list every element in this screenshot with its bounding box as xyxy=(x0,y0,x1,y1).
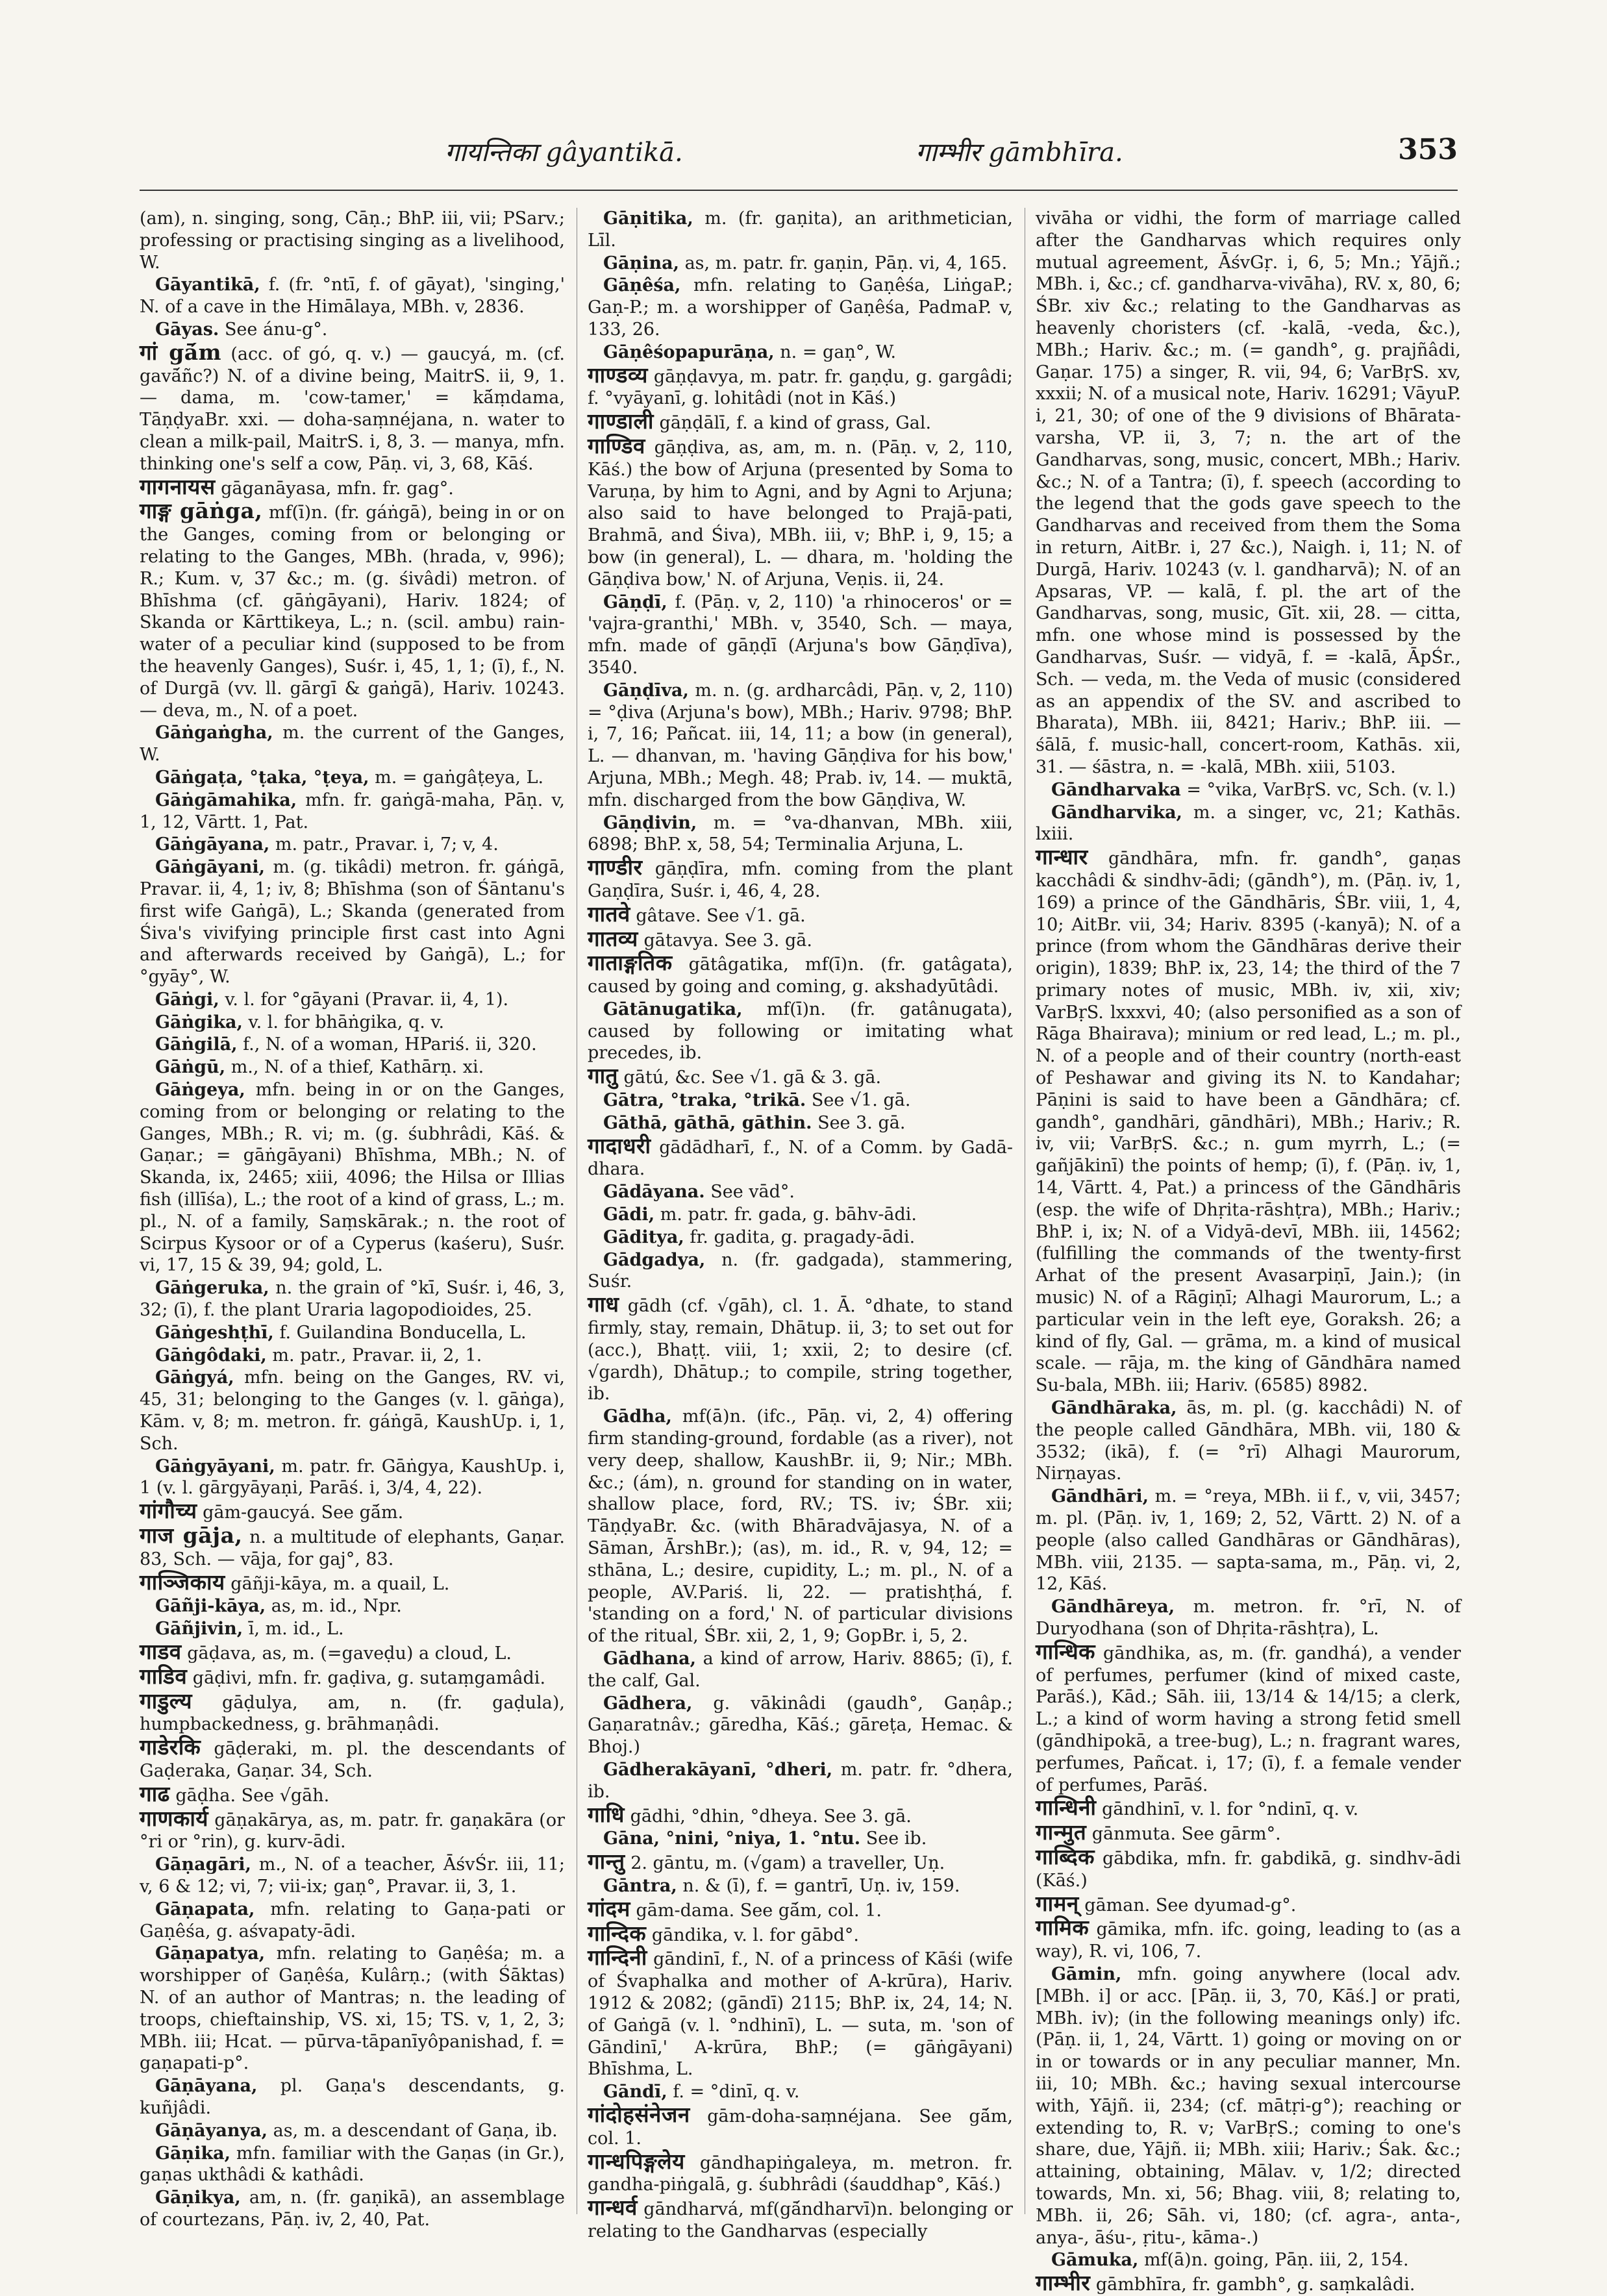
dictionary-entry xyxy=(140,500,565,721)
entry-headword: गान्दिनी xyxy=(588,1945,647,1971)
dictionary-entry xyxy=(588,1090,1013,1112)
dictionary-entry xyxy=(588,1181,1013,1203)
entry-definition: as, m. id., Npr. xyxy=(271,1596,402,1617)
entry-headword: Gāṇina, xyxy=(603,253,679,273)
entry-headword: Gāṅgyá, xyxy=(155,1367,234,1388)
dictionary-entry xyxy=(140,1277,565,1321)
dictionary-entry xyxy=(140,1618,565,1640)
entry-headword: Gātra, °traka, °trikā. xyxy=(603,1090,806,1111)
dictionary-entry xyxy=(140,319,565,341)
entry-definition: n. the grain of °kī, Suśr. i, 46, 3, 32; (ī), f. the plant Uraria lagopodioides, 25. xyxy=(140,1278,565,1321)
entry-definition: m. patr., Pravar. ii, 2, 1. xyxy=(272,1345,482,1366)
dictionary-entry xyxy=(1036,846,1461,1397)
dictionary-entry xyxy=(588,999,1013,1064)
entry-headword: Gāṇêśopapurāṇa, xyxy=(603,342,775,362)
entry-headword: Gāṇḍīva, xyxy=(603,680,689,701)
entry-definition: gāndhāra, mfn. fr. gandh°, gaṇas kacchâdi & sindhv-ādi; (gāndh°), m. (Pāṇ. iv, 1, 169) a prince of the Gāndhāris, ŚBr. viii, 1, 4, 10; AitBr. vii, 34; Hariv. 8395 (-kanyā); N. of a prince (from whom the Gāndhāras derive their origin), 1839; BhP. ix, 23, 14; the third of the 7 primary notes of music, MBh. iv, xii, xiv; VarBṛS. lxxxvi, 40; (also personified as a son of Rāga Bhairava); minium or red lead, L.; m. pl., N. of a people and of their country (north-east of Peshawar and giving its N. to Kandahar; Pāṇini is said to have been a Gāndhāra; cf. gandh°, gandhāri, gāndhāri), MBh.; Hariv.; R. iv, vii; VarBṛS. &c.; n. gum myrrh, L.; (= gañjākinī) the points of hemp; (ī), f. (Pāṇ. iv, 1, 14, Vārtt. 4, Pat.) a princess of the Gāndhāris (esp. the wife of Dhṛita-rāshṭra), MBh.; Hariv.; BhP. i, ix; N. of a Vidyā-devī, MBh. iii, 14562; (fulfilling the commands of the twenty-first Arhat of the present Avasarpiṇī, Jain.); (in music) N. of a Rāgiṇī; Alhagi Maurorum, L.; a particular vein in the left eye, Goraksh. 26; a kind of fly, Gal. — grāma, m. a kind of musical scale. — rāja, m. the king of Gāndhāra named Su-bala, MBh. iii; Hariv. (6585) 8982. xyxy=(1036,849,1461,1396)
entry-definition: g. vākinâdi (gaudh°, Gaṇâp.; Gaṇaratnâv.; gāredha, Kāś.; gāreṭa, Hemac. & Bhoj.) xyxy=(588,1693,1013,1758)
dictionary-entry xyxy=(588,1875,1013,1897)
entry-headword: गाण्डाली xyxy=(588,408,654,434)
entry-headword: Gāṅgeya, xyxy=(155,1080,245,1101)
entry-definition: m. patr. fr. gada, g. bāhv-ādi. xyxy=(660,1204,917,1225)
dictionary-entry xyxy=(588,1132,1013,1181)
entry-definition: See √1. gā. xyxy=(811,1090,911,1111)
entry-definition: gāḍeraki, m. pl. the descendants of Gaḍeraka, Gaṇar. 34, Sch. xyxy=(140,1739,565,1781)
entry-headword: गातवे xyxy=(588,901,630,927)
dictionary-entry xyxy=(588,1204,1013,1226)
entry-definition: mfn. being in or on the Ganges, coming from or belonging or relating to the Ganges, MBh.; R. vi; m. (g. śubhrâdi, Kāś. & Gaṇar.; = gāṅgāyani) Bhīshma, MBh.; N. of Skanda, ix, 2465; xiii, 4096; the Hilsa or Illias fish (illīśa), L.; the root of a kind of grass, L.; m. pl., N. of a family, Saṃskārak.; n. the root of Scirpus Kysoor or of a Cyperus (kaśeru), Suśr. vi, 17, 15 & 39, 94; gold, L. xyxy=(140,1080,565,1276)
entry-definition: v. l. for bhāṅgika, q. v. xyxy=(248,1012,445,1032)
entry-definition: m. (g. tikâdi) metron. fr. gáṅgā, Pravar. ii, 4, 1; iv, 8; Bhīshma (son of Śāntanu's first wife Gaṅgā), L.; Skanda (generated from Śiva's vivifying principle first cast into Agni and afterwards received by Gaṅgā), L.; for °gyāy°, W. xyxy=(140,857,565,988)
entry-definition: mf(ā)n. going, Pāṇ. iii, 2, 154. xyxy=(1143,2250,1409,2271)
entry-headword: Gāṇika, xyxy=(155,2143,231,2164)
entry-definition: n. & (ī), f. = gantrī, Uṇ. iv, 159. xyxy=(682,1875,960,1896)
entry-headword: Gādi, xyxy=(603,1204,655,1225)
entry-headword: Gāṇḍī, xyxy=(603,592,667,612)
entry-headword: गाध xyxy=(588,1292,619,1317)
dictionary-entry xyxy=(1036,802,1461,846)
entry-headword: Gāṇāyana, xyxy=(155,2076,258,2097)
dictionary-entry xyxy=(588,1065,1013,1089)
entry-headword: Gātānugatika, xyxy=(603,999,743,1019)
entry-definition: ī, m. id., L. xyxy=(248,1619,344,1640)
entry-definition: f. (Pāṇ. v, 2, 110) 'a rhinoceros' or = 'vajra-granthi,' MBh. v, 3540, Sch. — maya, mfn. made of gāṇḍī (Arjuna's bow Gāṇḍīva), 3540. xyxy=(588,592,1013,678)
entry-definition: gābdika, mfn. fr. gabdikā, g. sindhv-ādi (Kāś.) xyxy=(1036,1848,1461,1891)
dictionary-entry xyxy=(588,208,1013,252)
dictionary-entry xyxy=(140,1736,565,1782)
entry-headword: Gāyas. xyxy=(155,319,219,340)
entry-definition: m. = °va-dhanvan, MBh. xiii, 6898; BhP. x, 58, 54; Terminalia Arjuna, L. xyxy=(588,812,1013,855)
entry-headword: गान्धिनी xyxy=(1036,1795,1097,1821)
dictionary-entry xyxy=(140,1034,565,1056)
entry-headword: Gāṇāyanya, xyxy=(155,2120,268,2141)
entry-definition: gātavya. See 3. gā. xyxy=(643,930,812,951)
entry-definition: gāndhika, as, m. (fr. gandhá), a vender of perfumes, perfumer (kind of mixed caste, Parāś.), Kād.; Sāh. iii, 13/14 & 14/15; a clerk, L.; a kind of worm having a strong fetid smell (gāndhipokā, a tree-bug), L.; n. fragrant wares, perfumes, Pañcat. i, 17; (ī), f. a female vender of perfumes, Parāś. xyxy=(1036,1643,1461,1795)
entry-headword: Gādāyana. xyxy=(603,1182,705,1203)
column-1 xyxy=(140,208,565,2230)
dictionary-entry xyxy=(588,680,1013,812)
entry-headword: गागनायस xyxy=(140,473,216,499)
dictionary-entry xyxy=(140,339,565,475)
dictionary-entry xyxy=(588,812,1013,856)
dictionary-entry xyxy=(1036,1964,1461,2249)
entry-definition: gāṇakārya, as, m. patr. fr. gaṇakāra (or °ri or °rin), g. kurv-ādi. xyxy=(140,1810,565,1853)
entry-headword: गान्धार xyxy=(1036,844,1088,870)
entry-headword: Gādhera, xyxy=(603,1693,693,1714)
entry-headword: गांगौच्य xyxy=(140,1498,197,1524)
dictionary-entry xyxy=(140,2075,565,2119)
entry-headword: Gāṅgika, xyxy=(155,1012,243,1032)
dictionary-entry xyxy=(1036,1486,1461,1595)
entry-definition: mfn. being on the Ganges, RV. vi, 45, 31; belonging to the Ganges (v. l. gāṅga), Kām. v, 8; m. metron. fr. gáṅgā, KaushUp. i, 1, Sch. xyxy=(140,1367,565,1454)
entry-headword: गाडिव xyxy=(140,1663,188,1689)
entry-headword: गाढ xyxy=(140,1780,170,1806)
entry-definition: m., N. of a teacher, ĀśvŚr. iii, 11; v, 6 & 12; vi, 7; vii-ix; gaṇ°, Pravar. ii, 3, 1. xyxy=(140,1854,565,1897)
entry-headword: गातु xyxy=(588,1063,618,1089)
dictionary-entry xyxy=(140,767,565,789)
entry-headword: गाडव xyxy=(140,1639,182,1664)
entry-definition: gāndinī, f., N. of a princess of Kāśi (wife of Śvaphalka and mother of A-krūra), Hariv. 1912 & 2082; (gāndī) 2115; BhP. ix, 24, 14; N. of Gaṅgā (v. l. °ndhinī), L. — suta, m. 'son of Gāndinī,' A-krūra, BhP.; (= gāṅgāyani) Bhīshma, L. xyxy=(588,1949,1013,2080)
entry-definition: v. l. for °gāyani (Pravar. ii, 4, 1). xyxy=(225,989,509,1010)
entry-headword: Gāndhāri, xyxy=(1051,1486,1149,1507)
dictionary-entry xyxy=(140,1322,565,1344)
dictionary-entry xyxy=(588,2081,1013,2103)
entry-headword: गाण्डीर xyxy=(588,855,643,880)
header-rule xyxy=(140,190,1458,191)
entry-definition: gāndhinī, v. l. for °ndinī, q. v. xyxy=(1102,1799,1359,1820)
entry-definition: gāmbhīra, fr. gambh°, g. saṃkalâdi. xyxy=(1095,2275,1415,2295)
dictionary-entry xyxy=(588,2197,1013,2243)
dictionary-entry xyxy=(588,1249,1013,1293)
entry-headword: Gāthā, gāthā, gāthin. xyxy=(603,1112,812,1133)
column-3 xyxy=(1036,208,1461,2296)
entry-definition: gâtave. See √1. gā. xyxy=(636,905,806,926)
entry-headword: गाणकार्य xyxy=(140,1805,209,1831)
dictionary-entry xyxy=(588,856,1013,903)
entry-headword: Gāndharvika, xyxy=(1051,802,1182,823)
entry-headword: Gāmin, xyxy=(1051,1964,1122,1984)
entry-headword: Gāṇêśa, xyxy=(603,275,681,296)
entry-definition: ās, m. pl. (g. kacchâdi) N. of the people called Gāndhāra, MBh. vii, 180 & 3532; (ikā), f. (= °rī) Alhagi Maurorum, Nirṇayas. xyxy=(1036,1398,1461,1484)
dictionary-entry xyxy=(140,1690,565,1736)
dictionary-entry xyxy=(588,410,1013,434)
dictionary-entry xyxy=(588,275,1013,340)
entry-definition: gāṇḍālī, f. a kind of grass, Gal. xyxy=(659,413,932,434)
dictionary-entry xyxy=(140,989,565,1011)
entry-definition: gādādharī, f., N. of a Comm. by Gadā-dhara. xyxy=(588,1137,1013,1180)
dictionary-entry xyxy=(140,1571,565,1595)
entry-headword: Gāyantikā, xyxy=(155,275,260,295)
dictionary-entry xyxy=(1036,1890,1461,1917)
entry-definition: gām-dama. See gā́m, col. 1. xyxy=(636,1900,882,1921)
entry-headword: गांदम xyxy=(588,1895,630,1921)
dictionary-entry xyxy=(1036,1596,1461,1640)
entry-definition: vivāha or vidhi, the form of marriage called after the Gandharvas which requires only mutual agreement, ĀśvGṛ. i, 6, 5; Mn.; Yājñ.; MBh. i, &c.; cf. gandharva-vivāha), RV. x, 80, 6; ŚBr. xiv &c.; relating to the Gandharvas as heavenly choristers (cf. -kalā, -veda, &c.), MBh.; Hariv. &c.; m. (= gandh°, g. prajñâdi, Gaṇar. 175) a singer, R. vii, 94, 6; VarBṛS. xv, xxxii; N. of a musical note, Hariv. 16291; VāyuP. i, 21, 30; of one of the 9 divisions of Bhārata-varsha, VP. ii, 3, 7; n. the art of the Gandharvas, song, music, concert, MBh.; Hariv. &c.; N. of a Tantra; (ī), f. speech (according to the legend that the gods gave speech to the Gandharvas and received from them the Soma in return, AitBr. i, 27 &c.), Naigh. i, 11; N. of Durgā, Hariv. 10243 (v. l. gandharvā); N. of an Apsaras, VP. — kalā, f. pl. the art of the Gandharvas, song, music, Gīt. xii, 28. — citta, mfn. one whose mind is possessed by the Gandharvas, Suśr. — vidyā, f. = -kalā, ĀpŚr., Sch. — veda, m. the Veda of music (considered as an appendix of the SV. and ascribed to Bharata), MBh. iii, 8421; Hariv.; BhP. iii. — śālā, f. music-hall, concert-room, Kathās. xii, 31. — śāstra, n. = -kalā, MBh. xiii, 5103. xyxy=(1036,208,1461,777)
entry-definition: gānmuta. See gārm°. xyxy=(1091,1824,1281,1845)
dictionary-entry xyxy=(140,1805,565,1854)
entry-definition: gāḍava, as, m. (=gaveḍu) a cloud, L. xyxy=(187,1643,512,1664)
entry-headword: गान्धर्व xyxy=(588,2195,638,2221)
entry-definition: See ánu-g°. xyxy=(224,319,328,340)
entry-definition: gātú, &c. See √1. gā & 3. gā. xyxy=(623,1067,882,1088)
entry-definition: m. patr. fr. °dhera, ib. xyxy=(588,1759,1013,1802)
entry-headword: Gāṅgū, xyxy=(155,1057,226,1078)
entry-headword: Gāṅgāyani, xyxy=(155,857,266,878)
entry-headword: Gāṅgeruka, xyxy=(155,1278,269,1299)
entry-definition: m. patr., Pravar. i, 7; v, 4. xyxy=(275,834,499,855)
dictionary-entry xyxy=(140,1641,565,1665)
entry-definition: (am), n. singing, song, Cāṇ.; BhP. iii, vii; PSarv.; professing or practising singing as a livelihood, W. xyxy=(140,208,565,273)
dictionary-entry xyxy=(588,1406,1013,1647)
entry-definition: gāḍivi, mfn. fr. gaḍiva, g. sutaṃgamâdi. xyxy=(192,1667,546,1688)
entry-definition: gātâgatika, mf(ī)n. (fr. gatâgata), caused by going and coming, g. akshadyūtâdi. xyxy=(588,955,1013,997)
entry-headword: गान्धिक xyxy=(1036,1638,1095,1664)
entry-definition: gāñji-kāya, m. a quail, L. xyxy=(230,1573,450,1594)
entry-definition: mfn. relating to Gaṇêśa; m. a worshipper of Gaṇêśa, Kulârṇ.; (with Śāktas) N. of an author of Mantras; n. the leading of troops, chieftainship, VS. xi, 15; TS. v, 1, 2, 3; MBh. iii; Hcat. — pūrva-tāpanīyôpanishad, f. = gaṇapati-p°. xyxy=(140,1943,565,2074)
entry-definition: fr. gadita, g. pragady-ādi. xyxy=(690,1227,916,1247)
entry-headword: गाब्दिक xyxy=(1036,1843,1095,1869)
entry-definition: pl. Gaṇa's descendants, g. kuñjâdi. xyxy=(140,2076,565,2118)
entry-definition: m. (fr. gaṇita), an arithmetician, Līl. xyxy=(588,208,1013,251)
dictionary-entry xyxy=(588,592,1013,679)
dictionary-entry xyxy=(1036,208,1461,779)
entry-definition: gām-gaucyá. See gā́m. xyxy=(203,1503,404,1523)
entry-headword: Gāndharvaka xyxy=(1051,779,1181,800)
dictionary-entry xyxy=(588,364,1013,410)
entry-definition: mfn. going anywhere (local adv. [MBh. i] or acc. [Pāṇ. ii, 3, 70, Kāś.] or prati, MBh. iv); (in the following meanings only) ifc. (Pāṇ. ii, 1, 24, Vārtt. 1) going or moving on or in or towards or in any peculiar manner, Mn. iii, 10; MBh. &c.; having sexual intercourse with, Yājñ. ii, 234; (cf. mātṛi-g°); reaching or extending to, R. v; VarBṛS.; coming to one's share, due, Yājñ. ii; MBh. xiii; Hariv.; Śak. &c.; attaining, obtaining, Mālav. v, 1/2; directed towards, Mn. xi, 56; Bhag. viii, 8; relating to, MBh. ii, 26; Sāh. vi, 180; (cf. agra-, anta-, anya-, āśu-, ṛitu-, kāma-.) xyxy=(1036,1964,1461,2248)
dictionary-entry xyxy=(140,1525,565,1571)
dictionary-entry xyxy=(588,1947,1013,2080)
entry-definition: gāḍha. See √gāh. xyxy=(175,1785,330,1806)
entry-headword: गातव्य xyxy=(588,925,638,951)
dictionary-entry xyxy=(588,1112,1013,1134)
entry-headword: Gāṇapata, xyxy=(155,1899,255,1919)
entry-definition: mfn. relating to Gaṇêśa, LiṅgaP.; Gaṇ-P.; m. a worshipper of Gaṇêśa, PadmaP. v, 133, 26. xyxy=(588,275,1013,340)
entry-headword: Gāndhāraka, xyxy=(1051,1398,1177,1419)
entry-headword: गामिक xyxy=(1036,1915,1090,1941)
dictionary-entry xyxy=(140,1367,565,1454)
entry-definition: gādh (cf. √gāh), cl. 1. Ā. °dhate, to stand firmly, stay, remain, Dhātup. ii, 3; to set out for (acc.), Bhaṭṭ. viii, 1; xxii, 2; to desire (cf. √gardh), Dhātup.; to compile, string together, ib. xyxy=(588,1296,1013,1404)
entry-headword: Gāmuka, xyxy=(1051,2250,1139,2271)
entry-definition: n. = gaṇ°, W. xyxy=(780,342,897,362)
entry-headword: गाडुल्य xyxy=(140,1688,193,1714)
entry-definition: f. (fr. °ntī, f. of gāyat), 'singing,' N. of a cave in the Himālaya, MBh. v, 2836. xyxy=(140,275,565,318)
entry-headword: गान्धपिङ्गलेय xyxy=(588,2148,685,2174)
dictionary-entry xyxy=(588,1801,1013,1828)
entry-headword: Gāṅgi, xyxy=(155,989,219,1010)
entry-definition: n. (fr. gadgada), stammering, Suśr. xyxy=(588,1249,1013,1292)
dictionary-entry xyxy=(588,903,1013,927)
dictionary-entry xyxy=(140,1456,565,1500)
entry-headword: Gāṅgilā, xyxy=(155,1034,238,1055)
dictionary-entry xyxy=(588,342,1013,364)
entry-definition: mfn. familiar with the Gaṇas (in Gr.), gaṇas ukthâdi & kathâdi. xyxy=(140,2143,565,2186)
entry-definition: as, m. a descendant of Gaṇa, ib. xyxy=(273,2120,558,2141)
dictionary-entry xyxy=(140,722,565,766)
entry-definition: am, n. (fr. gaṇikā), an assemblage of courtezans, Pāṇ. iv, 2, 40, Pat. xyxy=(140,2188,565,2230)
entry-definition: gāndhapiṅgaleya, m. metron. fr. gandha-piṅgalā, g. śubhrâdi (śauddhap°, Kāś.) xyxy=(588,2152,1013,2195)
entry-headword: गाडेरकि xyxy=(140,1734,201,1760)
entry-definition: gādhi, °dhin, °dheya. See 3. gā. xyxy=(630,1806,912,1827)
entry-definition: f. Guilandina Bonducella, L. xyxy=(279,1322,527,1343)
entry-headword: Gāditya, xyxy=(603,1227,684,1247)
dictionary-entry xyxy=(588,1293,1013,1405)
entry-headword: Gāṇitika, xyxy=(603,208,693,229)
dictionary-entry xyxy=(588,1648,1013,1692)
entry-headword: गादाधरी xyxy=(588,1132,651,1158)
dictionary-entry xyxy=(588,253,1013,275)
entry-headword: गान्तु xyxy=(588,1849,625,1875)
column-2 xyxy=(588,208,1013,2241)
dictionary-entry xyxy=(588,1828,1013,1850)
entry-headword: Gādha, xyxy=(603,1406,672,1427)
entry-definition: f., N. of a woman, HPariś. ii, 320. xyxy=(243,1034,537,1055)
entry-definition: See ib. xyxy=(866,1828,927,1849)
running-head-center: गाम्भीर gāmbhīra. xyxy=(916,138,1123,168)
dictionary-entry xyxy=(1036,1397,1461,1485)
entry-headword: Gāṇapatya, xyxy=(155,1943,266,1964)
entry-definition: n. a multitude of elephants, Gaṇar. 83, Sch. — vāja, for gaj°, 83. xyxy=(140,1527,565,1569)
entry-definition: f. = °dinī, q. v. xyxy=(673,2082,800,2103)
entry-definition: m. metron. fr. °rī, N. of Duryodhana (son of Dhṛita-rāshṭra), L. xyxy=(1036,1597,1461,1639)
entry-headword: गाङ्ग gāṅga, xyxy=(140,498,263,524)
entry-definition: m. patr. fr. Gāṅgya, KaushUp. i, 1 (v. l. gārgyāyaṇi, Parāś. i, 3/4, 4, 22). xyxy=(140,1456,565,1499)
entry-definition: 2. gāntu, m. (√gam) a traveller, Uṇ. xyxy=(630,1853,945,1874)
dictionary-entry xyxy=(140,1056,565,1079)
dictionary-entry xyxy=(588,2101,1013,2150)
dictionary-entry xyxy=(140,274,565,318)
dictionary-entry xyxy=(1036,1843,1461,1892)
entry-headword: गाञ्जिकाय xyxy=(140,1569,225,1595)
entry-headword: Gāntra, xyxy=(603,1875,677,1896)
dictionary-entry xyxy=(588,432,1013,591)
entry-headword: Gāñji-kāya, xyxy=(155,1596,266,1617)
dictionary-entry xyxy=(1036,2272,1461,2296)
entry-definition: gāganāyasa, mfn. fr. gag°. xyxy=(221,478,454,499)
dictionary-entry xyxy=(140,1012,565,1034)
dictionary-entry xyxy=(1036,1797,1461,1821)
entry-headword: गां gā́m xyxy=(140,339,222,365)
entry-definition: m. the current of the Ganges, W. xyxy=(140,723,565,766)
dictionary-entry xyxy=(140,1345,565,1367)
entry-definition: gām-doha-saṃnéjana. See gā́m, col. 1. xyxy=(588,2106,1013,2149)
entry-definition: mfn. relating to Gaṇa-pati or Gaṇêśa, g. aśvapaty-ādi. xyxy=(140,1899,565,1941)
dictionary-entry xyxy=(1036,2249,1461,2271)
entry-headword: Gāṅgaṭa, °ṭaka, °ṭeya, xyxy=(155,767,369,788)
entry-headword: गाण्डिव xyxy=(588,432,645,458)
dictionary-entry xyxy=(140,1595,565,1617)
dictionary-entry xyxy=(140,790,565,834)
entry-definition: mf(ī)n. (fr. gatânugata), caused by following or imitating what precedes, ib. xyxy=(588,999,1013,1064)
entry-definition: gāṇḍīra, mfn. coming from the plant Gaṇḍīra, Suśr. i, 46, 4, 28. xyxy=(588,859,1013,901)
dictionary-entry xyxy=(140,1943,565,2075)
dictionary-entry xyxy=(588,1851,1013,1875)
entry-definition: m., N. of a thief, Kathārṇ. xi. xyxy=(230,1057,484,1078)
entry-headword: गांदोहसंनेजन xyxy=(588,2101,690,2127)
entry-definition: gāṇḍavya, m. patr. fr. gaṇḍu, g. gargâdi; f. °vyāyanī, g. lohitâdi (not in Kāś.) xyxy=(588,366,1013,409)
dictionary-entry xyxy=(1036,1638,1461,1797)
dictionary-columns xyxy=(140,208,1461,2296)
entry-definition: gāndika, v. l. for gābd°. xyxy=(651,1925,859,1945)
entry-definition: gāndharvá, mf(gā́ndharvī)n. belonging or relating to the Gandharvas (especially xyxy=(588,2199,1013,2241)
dictionary-entry xyxy=(588,1227,1013,1249)
dictionary-entry xyxy=(140,1854,565,1898)
dictionary-entry xyxy=(140,1780,565,1807)
entry-definition: See 3. gā. xyxy=(817,1112,906,1133)
entry-definition: (acc. of gó, q. v.) — gaucyá, m. (cf. gavā́ñc?) N. of a divine being, MaitrS. ii, 9, 1. — dama, m. 'cow-tamer,' = kā́ṃdama, TāṇḍyaBr. xxi. — doha-saṃnéjana, n. water to clean a milk-pail, MaitrS. i, 8, 3. — manya, mfn. thinking one's self a cow, Pāṇ. vi, 3, 68, Kāś. xyxy=(140,343,565,474)
dictionary-entry xyxy=(140,856,565,988)
entry-definition: gāḍulya, am, n. (fr. gaḍula), humpbackedness, g. brāhmaṇâdi. xyxy=(140,1692,565,1735)
entry-headword: Gādhana, xyxy=(603,1649,697,1669)
entry-definition: See vād°. xyxy=(710,1182,795,1203)
running-head-left: गायन्तिका gâyantikā. xyxy=(445,138,683,168)
dictionary-entry xyxy=(140,2143,565,2187)
entry-definition: gāman. See dyumad-g°. xyxy=(1084,1895,1297,1915)
entry-headword: गाम्भीर xyxy=(1036,2270,1091,2296)
entry-headword: Gāṅgeshṭhī, xyxy=(155,1322,274,1343)
dictionary-entry xyxy=(1036,1821,1461,1845)
entry-definition: a kind of arrow, Hariv. 8865; (ī), f. the calf, Gal. xyxy=(588,1649,1013,1691)
dictionary-entry xyxy=(140,1899,565,1943)
entry-headword: गाधि xyxy=(588,1801,625,1827)
entry-headword: Gādgadya, xyxy=(603,1249,706,1270)
entry-headword: गाज gāja, xyxy=(140,1523,243,1549)
entry-headword: Gāṅgāyana, xyxy=(155,834,270,855)
entry-definition: gāmika, mfn. ifc. going, leading to (as a way), R. vi, 106, 7. xyxy=(1036,1919,1461,1962)
entry-definition: = °vika, VarBṛS. vc, Sch. (v. l.) xyxy=(1186,779,1456,800)
entry-definition: m. = gaṅgâṭeya, L. xyxy=(375,767,544,788)
entry-headword: Gāṅgāmahika, xyxy=(155,790,297,810)
dictionary-entry xyxy=(140,1500,565,1524)
entry-definition: mf(ā)n. (ifc., Pāṇ. vi, 2, 4) offering firm standing-ground, fordable (as a river), not very deep, shallow, KaushBr. ii, 9; Nir.; MBh. &c.; (ám), n. ground for standing on in water, shallow place, ford, RV.; TS. iv; ŚBr. xii; TāṇḍyaBr. &c. (with Bhāradvājasya, N. of a Sāman, ĀrshBr.); (as), m. id., R. v, 94, 12; = sthāna, L.; desire, cupidity, L.; m. pl., N. of a people, AV.Pariś. li, 22. — pratishṭhá, f. 'standing on a ford,' N. of particular divisions of the ritual, ŚBr. xii, 2, 1, 9; GopBr. i, 5, 2. xyxy=(588,1406,1013,1647)
entry-headword: गाण्डव्य xyxy=(588,362,648,388)
entry-headword: Gāna, °nini, °niya, 1. °ntu. xyxy=(603,1828,861,1849)
dictionary-entry xyxy=(140,208,565,273)
entry-headword: गान्दिक xyxy=(588,1920,647,1946)
entry-definition: mf(ī)n. (fr. gáṅgā), being in or on the Ganges, coming from or belonging or relating to the Ganges, MBh. (hrada, v, 996); R.; Kum. v, 37 &c.; m. (g. śivâdi) metron. of Bhīshma (cf. gāṅgāyani), Hariv. 1824; of Skanda or Kārttikeya, L.; n. (scil. ambu) rain-water of a peculiar kind (supposed to be from the heavenly Ganges), Suśr. i, 45, 1, 1; (ī), f., N. of Durgā (vv. ll. gārgī & gaṅgā), Hariv. 10243. — deva, m., N. of a poet. xyxy=(140,503,565,721)
entry-headword: Gādherakāyanī, °dheri, xyxy=(603,1759,833,1780)
dictionary-entry xyxy=(588,1920,1013,1947)
entry-headword: Gāṇagāri, xyxy=(155,1854,251,1875)
entry-headword: गान्मुत xyxy=(1036,1819,1087,1845)
entry-headword: Gāndī, xyxy=(603,2082,667,2103)
dictionary-entry xyxy=(588,1895,1013,1922)
dictionary-entry xyxy=(140,1079,565,1277)
dictionary-entry xyxy=(588,925,1013,952)
running-head xyxy=(140,133,1458,179)
entry-headword: गामन् xyxy=(1036,1890,1079,1916)
entry-definition: gāṇḍiva, as, am, m. n. (Pāṇ. v, 2, 110, Kāś.) the bow of Arjuna (presented by Soma to Varuṇa, by him to Agni, and by Agni to Arjuna; also said to have belonged to Prajā-pati, Brahmā, and Śiva), MBh. iii, v; BhP. i, 9, 15; a bow (in general), L. — dhara, m. 'holding the Gāṇḍiva bow,' N. of Arjuna, Veṇis. ii, 24. xyxy=(588,437,1013,590)
dictionary-entry xyxy=(140,2120,565,2142)
dictionary-entry xyxy=(588,952,1013,998)
entry-headword: Gāṇikya, xyxy=(155,2188,241,2208)
dictionary-entry xyxy=(588,1759,1013,1803)
entry-headword: Gāṅgôdaki, xyxy=(155,1345,267,1366)
entry-definition: m. n. (g. ardharcâdi, Pāṇ. v, 2, 110) = °ḍiva (Arjuna's bow), MBh.; Hariv. 9798; BhP. i, 7, 16; Pañcat. iii, 14, 11; a bow (in general), L. — dhanvan, m. 'having Gāṇḍiva for his bow,' Arjuna, MBh.; Megh. 48; Prab. iv, 14. — muktā, mfn. discharged from the bow Gāṇḍiva, W. xyxy=(588,680,1013,810)
dictionary-entry xyxy=(140,1663,565,1690)
entry-headword: Gāṇḍivin, xyxy=(603,812,697,833)
dictionary-entry xyxy=(1036,1917,1461,1963)
entry-headword: Gāndhāreya, xyxy=(1051,1597,1175,1617)
entry-headword: Gāñjivin, xyxy=(155,1619,243,1640)
entry-headword: Gāṅgyāyani, xyxy=(155,1456,275,1477)
entry-headword: Gāṅgaṅgha, xyxy=(155,723,273,743)
dictionary-entry xyxy=(1036,779,1461,801)
entry-definition: m. a singer, vc, 21; Kathās. lxiii. xyxy=(1036,802,1461,845)
entry-headword: गाताङ्गतिक xyxy=(588,950,673,976)
dictionary-entry xyxy=(140,834,565,856)
entry-definition: m. = °reya, MBh. ii f., v, vii, 3457; m. pl. (Pāṇ. iv, 1, 169; 2, 52, Vārtt. 2) N. of a people (also called Gandhāras or Gāndhāras), MBh. viii, 2135. — sapta-sama, m., Pāṇ. vi, 2, 12, Kāś. xyxy=(1036,1486,1461,1595)
dictionary-entry xyxy=(140,473,565,500)
page-number: 353 xyxy=(1398,133,1458,166)
entry-definition: mfn. fr. gaṅgā-maha, Pāṇ. v, 1, 12, Vārtt. 1, Pat. xyxy=(140,790,565,832)
dictionary-entry xyxy=(588,2148,1013,2197)
dictionary-entry xyxy=(140,2187,565,2231)
dictionary-entry xyxy=(588,1693,1013,1758)
entry-definition: as, m. patr. fr. gaṇin, Pāṇ. vi, 4, 165. xyxy=(684,253,1008,273)
